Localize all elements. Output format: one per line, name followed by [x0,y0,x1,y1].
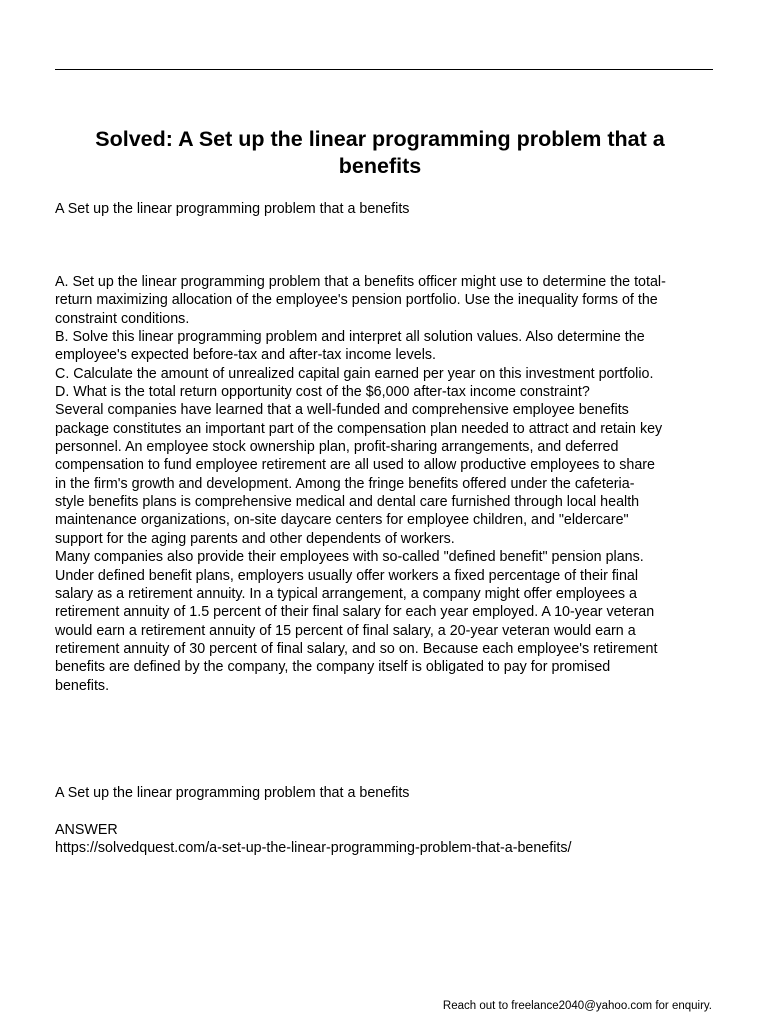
body-line: in the firm's growth and development. Among the fringe benefits offered under the cafeteria- [55,475,635,492]
body-line: compensation to fund employee retirement are all used to allow productive employees to share [55,457,656,474]
body-line: support for the aging parents and other dependents of workers. [55,530,455,547]
body-line: employee's expected before-tax and after-tax income levels. [55,347,437,364]
body-line: retirement annuity of 1.5 percent of their final salary for each year employed. A 10-year veteran [55,604,655,621]
body-line: C. Calculate the amount of unrealized capital gain earned per year on this investment portfolio. [55,365,654,382]
body-line: Several companies have learned that a well-funded and comprehensive employee benefits [55,402,629,419]
page-title: Solved: A Set up the linear programming problem that a benefits [95,127,665,178]
answer-link[interactable]: https://solvedquest.com/a-set-up-the-linear-programming-problem-that-a-benefits/ [55,840,572,856]
body-line: benefits. [55,677,110,694]
body-line: salary as a retirement annuity. In a typical arrangement, a company might offer employees a [55,585,637,602]
body-line: constraint conditions. [55,310,190,327]
body-line: retirement annuity of 30 percent of final salary, and so on. Because each employee's retirement [55,640,658,657]
body-line: D. What is the total return opportunity cost of the $6,000 after-tax income constraint? [55,384,590,401]
body-line: benefits are defined by the company, the company itself is obligated to pay for promised [55,659,611,676]
body-line: style benefits plans is comprehensive medical and dental care furnished through local health [55,494,640,511]
answer-label: ANSWER [55,822,118,838]
body-line: personnel. An employee stock ownership plan, profit-sharing arrangements, and deferred [55,439,619,456]
footer-contact: Reach out to freelance2040@yahoo.com for enquiry. [442,1000,712,1012]
body-line: maintenance organizations, on-site daycare centers for employee children, and "eldercare" [55,512,629,529]
top-divider [55,69,713,70]
body-line: package constitutes an important part of the compensation plan needed to attract and retain key [55,420,663,437]
body-line: B. Solve this linear programming problem and interpret all solution values. Also determine the [55,329,645,346]
body-line: Many companies also provide their employees with so-called "defined benefit" pension plans. [55,549,644,566]
body-line: Under defined benefit plans, employers usually offer workers a fixed percentage of their final [55,567,639,584]
repeat-subtitle: A Set up the linear programming problem that a benefits [55,785,410,801]
body-line: A. Set up the linear programming problem that a benefits officer might use to determine the total- [55,274,666,290]
question-body [55,273,719,695]
body-line: would earn a retirement annuity of 15 percent of final salary, a 20-year veteran would earn a [55,622,636,639]
subtitle: A Set up the linear programming problem that a benefits [55,201,410,217]
body-line: return maximizing allocation of the employee's pension portfolio. Use the inequality forms of the [55,292,658,309]
